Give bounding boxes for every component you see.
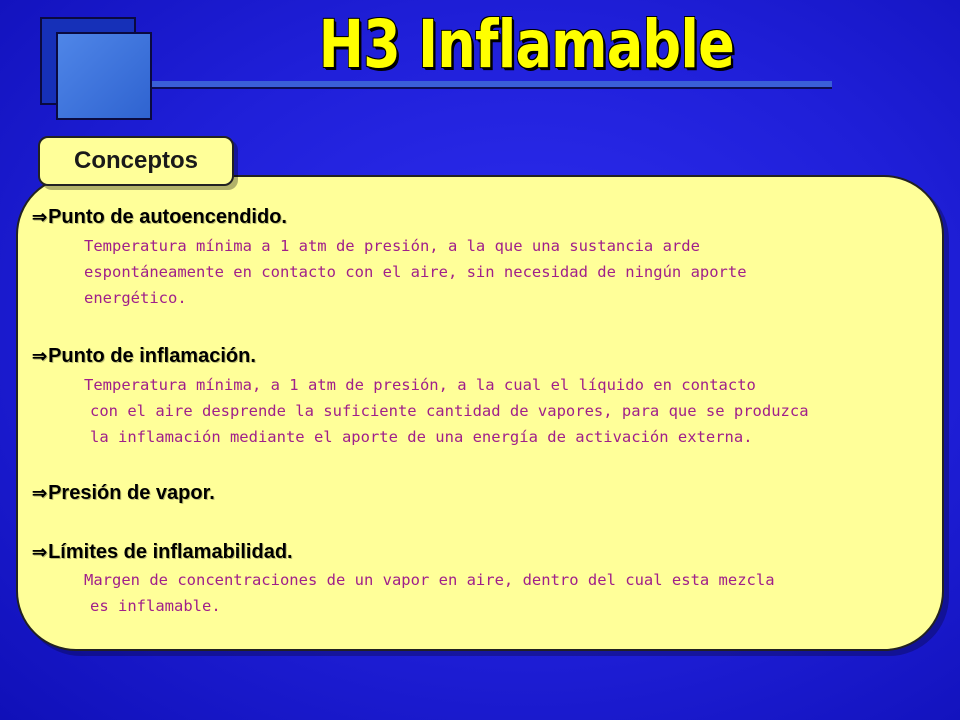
definition-line: la inflamación mediante el aporte de una energía de activación externa. bbox=[90, 428, 753, 446]
definition-line: Margen de concentraciones de un vapor en aire, dentro del cual esta mezcla bbox=[84, 571, 775, 589]
section-tab-label: Conceptos bbox=[73, 147, 198, 174]
term-item bbox=[32, 482, 215, 505]
double-arrow-icon: ⇒ bbox=[32, 346, 48, 366]
definition-line: Temperatura mínima a 1 atm de presión, a la que una sustancia arde bbox=[84, 237, 700, 255]
definition-line: energético. bbox=[84, 289, 187, 307]
double-arrow-icon: ⇒ bbox=[32, 207, 48, 227]
slide-title: H3 Inflamable bbox=[318, 6, 734, 83]
definition-line: es inflamable. bbox=[90, 597, 221, 615]
term-label: Presión de vapor. bbox=[48, 482, 215, 504]
term-item bbox=[32, 541, 293, 564]
term-label: Límites de inflamabilidad. bbox=[48, 541, 293, 563]
term-item bbox=[32, 345, 256, 368]
definition-line: Temperatura mínima, a 1 atm de presión, a la cual el líquido en contacto bbox=[84, 376, 756, 394]
term-label: Punto de inflamación. bbox=[48, 345, 256, 367]
double-arrow-icon: ⇒ bbox=[32, 483, 48, 503]
definition-line: con el aire desprende la suficiente cantidad de vapores, para que se produzca bbox=[90, 402, 809, 420]
term-label: Punto de autoencendido. bbox=[48, 206, 287, 228]
definition-line: espontáneamente en contacto con el aire, sin necesidad de ningún aporte bbox=[84, 263, 747, 281]
term-item bbox=[32, 206, 287, 229]
double-arrow-icon: ⇒ bbox=[32, 542, 48, 562]
